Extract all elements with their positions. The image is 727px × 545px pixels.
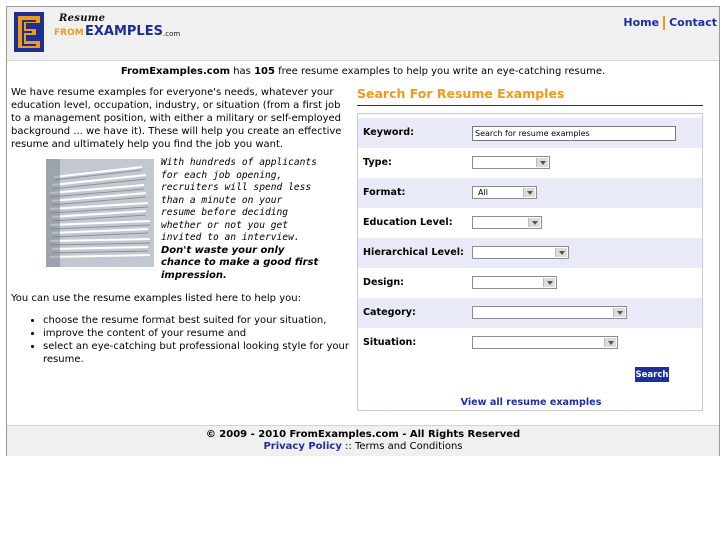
keyword-label: Keyword: <box>363 127 414 138</box>
format-label: Format: <box>363 187 406 198</box>
list-item: • improve the content of your resume and <box>43 327 349 340</box>
intro-paragraph: We have resume examples for everyone's needs, whatever your education level, occupation, industry, or situation (from a first job to a management position, with either a military or self-employed background ... we have it). These will help you create an effective resume and ultimately help you find the job you want. <box>11 87 342 150</box>
search-button[interactable]: Search <box>635 367 669 382</box>
tagline-site: FromExamples.com <box>120 66 231 77</box>
top-nav <box>623 16 719 30</box>
category-select[interactable] <box>472 306 627 319</box>
footer-links <box>7 441 719 453</box>
search-title: Search For Resume Examples <box>357 86 565 101</box>
logo-resume-text: Resume <box>59 13 106 24</box>
search-divider <box>357 105 703 106</box>
search-form <box>357 113 703 411</box>
type-label: Type: <box>363 157 392 168</box>
keyword-input[interactable] <box>472 126 676 141</box>
logo-examples-text: EXAMPLES <box>85 24 163 39</box>
education-row <box>358 208 702 238</box>
education-select[interactable] <box>472 216 542 229</box>
education-label: Education Level: <box>363 217 453 228</box>
benefits-list <box>11 314 349 366</box>
tagline-count: 105 <box>254 66 275 77</box>
chevron-down-icon <box>523 188 535 197</box>
nav-contact-link[interactable]: Contact <box>669 16 717 29</box>
logo-com-text: .com <box>163 30 181 38</box>
footer <box>7 425 719 456</box>
hierarchical-row <box>358 238 702 268</box>
design-label: Design: <box>363 277 405 288</box>
page-frame <box>6 6 720 456</box>
copyright-text: © 2009 - 2010 FromExamples.com - All Rights Reserved <box>205 429 521 440</box>
situation-select[interactable] <box>472 336 618 349</box>
header <box>7 7 719 61</box>
nav-home-link[interactable]: Home <box>623 16 660 29</box>
list-item: • choose the resume format best suited for your situation, <box>43 314 349 327</box>
logo-icon[interactable] <box>14 12 44 52</box>
format-select-value: All <box>478 188 488 197</box>
type-select[interactable] <box>472 156 550 169</box>
hierarchical-label: Hierarchical Level: <box>363 247 464 258</box>
design-select[interactable] <box>472 276 557 289</box>
chevron-down-icon <box>604 338 616 347</box>
situation-row <box>358 328 702 358</box>
intro-quote <box>161 157 321 282</box>
logo-from-text: FROM <box>54 28 84 38</box>
intro-column <box>11 86 349 365</box>
chevron-down-icon <box>555 248 567 257</box>
type-row <box>358 148 702 178</box>
tagline-pre: has <box>230 66 255 77</box>
chevron-down-icon <box>536 158 548 167</box>
category-label: Category: <box>363 307 416 318</box>
hierarchical-select[interactable] <box>472 246 569 259</box>
terms-text[interactable]: Terms and Conditions <box>354 441 463 452</box>
design-row <box>358 268 702 298</box>
situation-label: Situation: <box>363 337 417 348</box>
use-paragraph: You can use the resume examples listed here to help you: <box>11 293 301 304</box>
chevron-down-icon <box>528 218 540 227</box>
chevron-down-icon <box>613 308 625 317</box>
tagline-post: free resume examples to help you write an eye-catching resume. <box>274 66 606 77</box>
list-item: • select an eye-catching but professional looking style for your resume. <box>43 340 349 366</box>
privacy-policy-link[interactable]: Privacy Policy <box>263 441 342 452</box>
quote-bold: Don't waste your only chance to make a good first impression. <box>161 244 319 281</box>
chevron-down-icon <box>543 278 555 287</box>
view-all-link[interactable]: View all resume examples <box>460 397 602 408</box>
paper-stack-photo <box>46 159 154 267</box>
keyword-row <box>358 118 702 148</box>
category-row <box>358 298 702 328</box>
nav-separator <box>663 16 665 30</box>
format-row <box>358 178 702 208</box>
quote-text: With hundreds of applicants for each job opening, recruiters will spend less than a minute on your resume before deciding whether or not you get invited to an interview. <box>161 157 317 243</box>
tagline <box>7 66 719 77</box>
format-select[interactable] <box>472 186 537 199</box>
footer-separator: :: <box>341 441 355 452</box>
